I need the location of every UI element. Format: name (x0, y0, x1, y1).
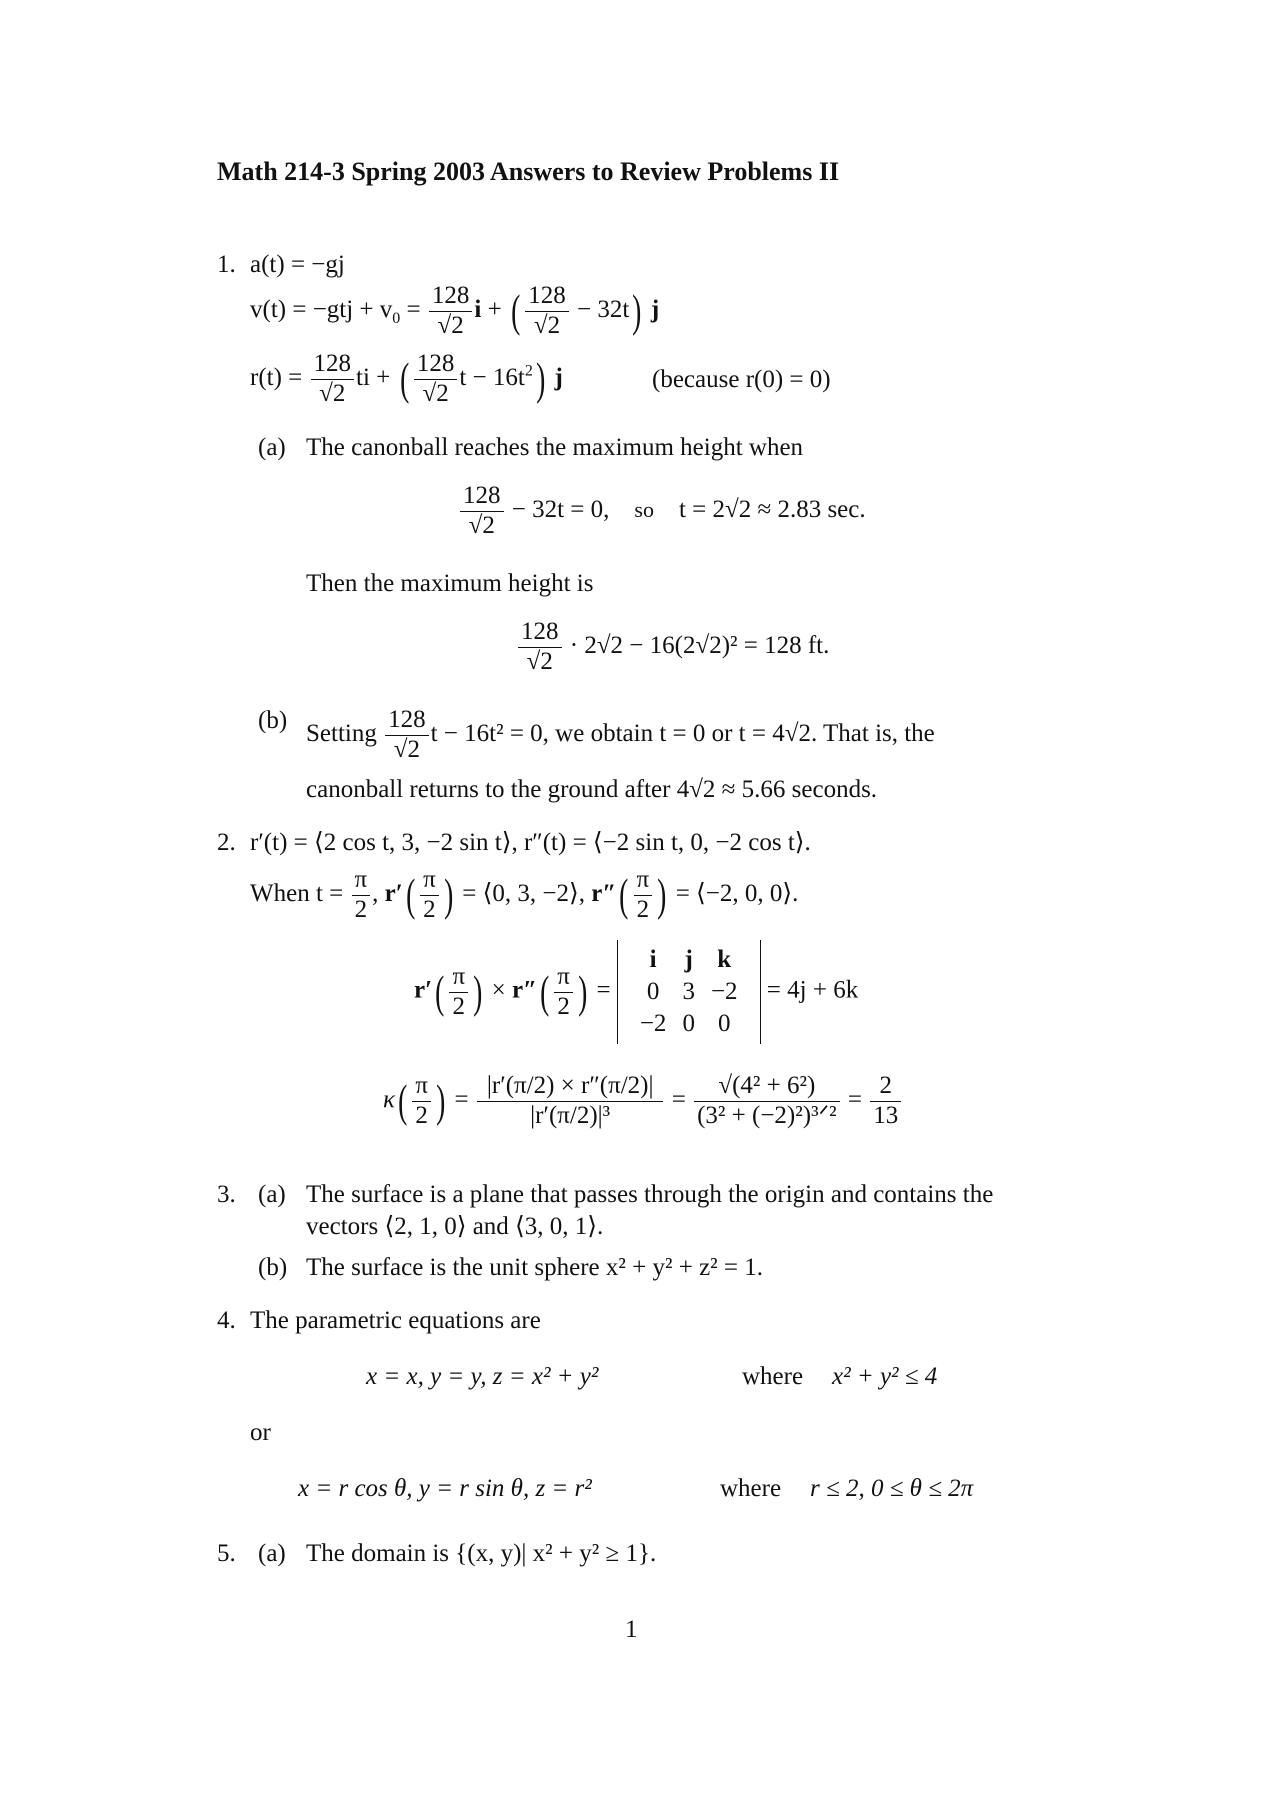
parametric-equations-cartesian: x = x, y = y, z = x² + y² (366, 1363, 599, 1390)
part-3a-line1: The surface is a plane that passes through the origin and contains the (306, 1181, 994, 1208)
then-max-height-text: Then the maximum height is (306, 570, 594, 597)
page-title: Math 214-3 Spring 2003 Answers to Review Problems II (217, 157, 840, 186)
part-3a-line2: vectors ⟨2, 1, 0⟩ and ⟨3, 0, 1⟩. (306, 1213, 604, 1240)
problem-5-label: 5. (217, 1540, 236, 1567)
part-1b-line2: canonball returns to the ground after 4√2 ≈ 5.66 seconds. (306, 776, 878, 803)
acceleration-equation: a(t) = −gj (250, 251, 345, 278)
part-3b-text: The surface is the unit sphere x² + y² + z² = 1. (306, 1254, 764, 1281)
cross-product-equation: r′( $\frac{\pi}{2}$ ) × r″( $\frac{\pi}{2}$ ) = i j k 0 3 −2 −2 0 0 = 4j + 6k (414, 940, 858, 1044)
problem-4-label: 4. (217, 1307, 236, 1334)
where-label-1: where (742, 1363, 804, 1390)
derivatives-line: r′(t) = ⟨2 cos t, 3, −2 sin t⟩, r″(t) = ⟨−2 sin t, 0, −2 cos t⟩. (250, 829, 811, 856)
determinant-matrix: i j k 0 3 −2 −2 0 0 (617, 940, 761, 1044)
part-1b-line1: Setting $\frac{128}{√2}$ t − 16t² = 0, we obtain t = 0 or t = 4√2. That is, the (306, 706, 935, 763)
part-3a-label: (a) (258, 1181, 286, 1208)
part-5a-label: (a) (258, 1540, 286, 1567)
problem-2-label: 2. (217, 829, 236, 856)
problem-1-label: 1. (217, 251, 236, 278)
position-equation: r(t) = $\frac{128}{√2}$ ti + ( $\frac{128}{√2}$ $t - 16t^2$) j (250, 350, 563, 407)
where-label-2: where (720, 1475, 782, 1502)
part-1a-text: The canonball reaches the maximum height when (306, 434, 804, 461)
part-5a-text: The domain is {(x, y)| x² + y² ≥ 1}. (306, 1540, 657, 1567)
or-label: or (250, 1419, 271, 1446)
max-height-equation: $\frac{128}{√2}$ · 2√2 − 16(2√2)² = 128 ft. (516, 618, 829, 677)
max-height-time-equation: $\frac{128}{√2}$ − 32t = 0, so t = 2√2 ≈ 2.83 sec. (458, 482, 866, 541)
domain-condition-1: x² + y² ≤ 4 (832, 1363, 938, 1390)
initial-condition-note: (because r(0) = 0) (652, 366, 831, 393)
part-1a-label: (a) (258, 434, 286, 461)
velocity-equation: $v(t) = -gtj + v_0$ = $\frac{128}{√2}$ i + ( $\frac{128}{√2}$ − 32t) j (250, 282, 660, 339)
curvature-equation: κ( $\frac{\pi}{2}$ ) = $\frac{|r'(\pi/2) \times r''(\pi/2)|}{\text{|r′(π/2)|³}}$ = $\frac{\text{√(4² + 6²)}}{\text{(3² + (−2)²)³ᐟ²}}$ = $\frac{2}{13}$ (383, 1072, 903, 1131)
problem-3-label: 3. (217, 1181, 236, 1208)
evaluation-line: When t = $\frac{\pi}{2}$ , r′( $\frac{\pi}{2}$ ) = ⟨0, 3, −2⟩, r″( $\frac{\pi}{2}$ ) = ⟨−2, 0, 0⟩. (250, 866, 799, 923)
parametric-equations-polar: x = r cos θ, y = r sin θ, z = r² (298, 1475, 592, 1502)
problem-4-text: The parametric equations are (250, 1307, 541, 1334)
domain-condition-2: r ≤ 2, 0 ≤ θ ≤ 2π (810, 1475, 974, 1502)
part-3b-label: (b) (258, 1254, 288, 1281)
part-1b-label: (b) (258, 707, 288, 734)
page-number: 1 (625, 1616, 638, 1643)
